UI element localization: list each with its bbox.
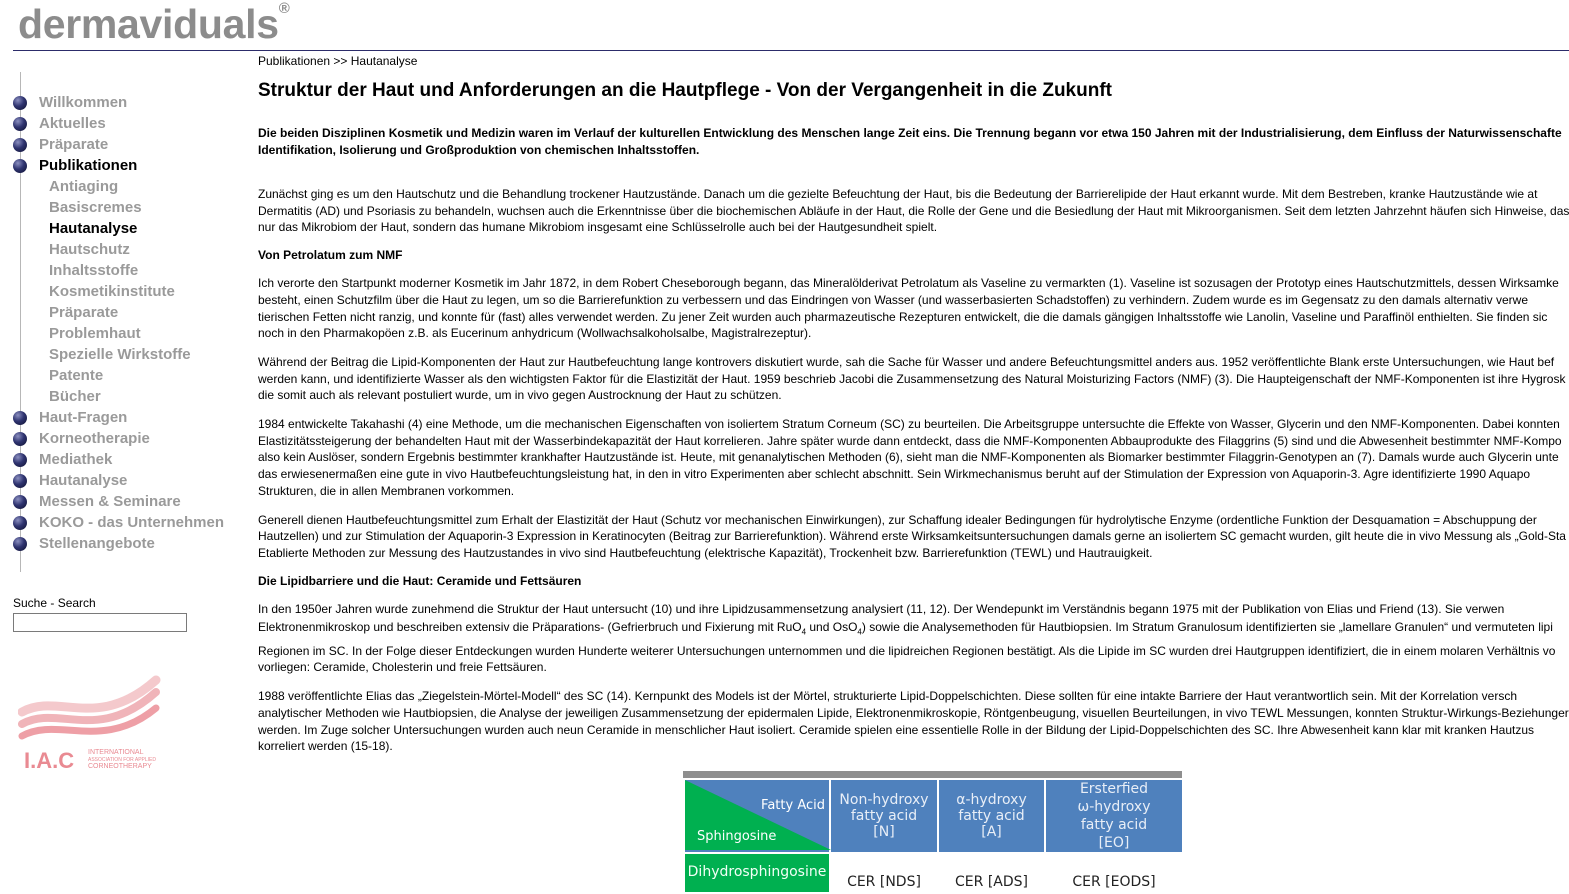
svg-text:Fatty Acid: Fatty Acid	[761, 798, 825, 813]
svg-text:CORNEOTHERAPY: CORNEOTHERAPY	[88, 763, 152, 770]
col-header-omega-hydroxy: Ersterfied ω-hydroxy fatty acid [EO]	[1045, 779, 1183, 853]
paragraph-1: Zunächst ging es um den Hautschutz und die Behandlung trockener Hautzustände. Danach um die gezielte Befeuchtung der Haut, bis die Bedeutung der Barrierelipide der Haut erkannt wurde. Mit dem Bestreben, kranke Hautzustände wie at Dermatitis (AD) und Psoriasis zu behandeln, wuchsen auch die Erkenntnisse über die biochemischen Abläufe in der Haut, die Rolle der Gene und die Besiedlung der Haut mit Mikroorganismen. Seit dem letzten Jahrzehnt häufen sich Hinweise, das nur das Mikrobiom der Haut, sondern das humane Mikrobiom insgesamt eine Schlüsselrolle auch bei der Hautgesundheit spielt.	[258, 187, 1569, 235]
site-logo[interactable]	[18, 0, 290, 47]
bullet-icon	[13, 495, 27, 509]
nav-item-label: Kosmetikinstitute	[49, 283, 175, 300]
registered-mark: ®	[278, 0, 290, 18]
nav-item-label: Stellenangebote	[39, 535, 155, 552]
ceramide-table	[683, 778, 1184, 894]
nav-item-label: KOKO - das Unternehmen	[39, 514, 225, 531]
nav-item-label: Spezielle Wirkstoffe	[49, 346, 191, 363]
sidebar-nav	[13, 92, 248, 554]
corner-diagonal	[685, 780, 831, 850]
nav-item-label: Hautschutz	[49, 241, 130, 258]
nav-item-label: Publikationen	[39, 157, 138, 174]
bullet-icon	[13, 537, 27, 551]
nav-item-präparate[interactable]	[13, 302, 248, 323]
search-input[interactable]	[13, 613, 187, 632]
nav-item-problemhaut[interactable]	[13, 323, 248, 344]
nav-item-hautanalyse[interactable]	[13, 218, 248, 239]
nav-item-patente[interactable]	[13, 365, 248, 386]
col-header-non-hydroxy: Non-hydroxy fatty acid [N]	[830, 779, 938, 853]
breadcrumb[interactable]: Publikationen >> Hautanalyse	[258, 54, 418, 68]
nav-item-präparate[interactable]	[13, 134, 248, 155]
nav-item-kosmetikinstitute[interactable]	[13, 281, 248, 302]
table-corner-cell	[684, 779, 830, 853]
nav-item-label: Korneotherapie	[39, 430, 150, 447]
header-divider	[13, 50, 1569, 51]
ceramide-table-figure	[683, 771, 1182, 894]
nav-item-label: Willkommen	[39, 94, 128, 111]
main-content	[258, 54, 1569, 755]
page-title: Struktur der Haut und Anforderungen an die Hautpflege - Von der Vergangenheit in die Zukunft	[258, 80, 1112, 101]
bullet-icon	[13, 516, 27, 530]
intro-paragraph: Die beiden Disziplinen Kosmetik und Medizin waren im Verlauf der kulturellen Entwicklung des Menschen lange Zeit eins. Die Trennung begann vor etwa 150 Jahren mit der Industrialisierung, dem Einfluss der Naturwissenschafte Identifikation, Isolierung und Großproduktion von chemischen Inhaltsstoffen.	[258, 126, 1562, 157]
nav-item-koko-das-unternehmen[interactable]	[13, 512, 248, 533]
nav-item-aktuelles[interactable]	[13, 113, 248, 134]
nav-item-bücher[interactable]	[13, 386, 248, 407]
nav-item-label: Hautanalyse	[39, 472, 128, 489]
section-heading-petrolatum: Von Petrolatum zum NMF	[258, 248, 403, 263]
nav-item-hautschutz[interactable]	[13, 239, 248, 260]
nav-item-label: Bücher	[49, 388, 101, 405]
paragraph-4: 1984 entwickelte Takahashi (4) eine Methode, um die mechanischen Eigenschaften von isoliertem Stratum Corneum (SC) zu beurteilen. Die Arbeitsgruppe untersuchte die Effekte von Wasser, Glycerin und den NMF-Komponenten. Dabei konnten Elastizitätssteigerung der behandelten Haut mit der Wasserbindekapazität der Haut korrelieren. Jahre später wurde dann entdeckt, dass die NMF-Komponenten Abbauprodukte des Filaggrins (5) sind und die Abwesenheit bestimmter NMF-Kompo also kein Auslöser, sondern Ergebnis bestimmter krankhafter Hautzustände ist. Heute, mit genanalytischen Methoden (6), sieht man die NMF-Komponenten als Biomarker bestimmter Filaggrin-Genotypen an (7). Damals wurde auch Glycerin unte das erwiesenermaßen eine gute in vivo Hautbefeuchtungsleistung hat, in den in vitro Experimenten aber schlecht abschnitt. Sein Wirkmechanismus beruht auf der Stimulation der Expression von Aquaporin-3. Agre identifizierte 1990 Aquapo Strukturen, die in allen Membranen vorkommen.	[258, 417, 1562, 498]
table-cell: CER [EODS]	[1045, 853, 1183, 893]
nav-item-label: Problemhaut	[49, 325, 141, 342]
logo-text: dermaviduals	[18, 1, 279, 47]
paragraph-3: Während der Beitrag die Lipid-Komponenten der Haut zur Hautbefeuchtung lange kontrovers diskutiert wurde, sah die Sache für Wasser und andere Befeuchtungsmittel anders aus. 1952 veröffentlichte Blank erste Untersuchungen, wie Haut bef werden kann, und identifizierte Wasser als den wichtigsten Faktor für die Elastizität der Haut. 1959 beschrieb Jacobi die Zusammensetzung des Natural Moisturizing Factors (NMF) (3). Die Haupteigenschaft der NMF-Komponenten ist ihre Hygrosk die somit auch als relevant postuliert wurde, um in vivo gegen Austrocknung der Haut zu schützen.	[258, 354, 1566, 403]
bullet-icon	[13, 117, 27, 131]
table-cell: CER [NDS]	[830, 853, 938, 893]
nav-item-label: Messen & Seminare	[39, 493, 181, 510]
iac-logo[interactable]	[18, 672, 163, 772]
section-heading-lipidbarriere: Die Lipidbarriere und die Haut: Ceramide und Fettsäuren	[258, 573, 582, 588]
nav-item-messen-seminare[interactable]	[13, 491, 248, 512]
bullet-icon	[13, 453, 27, 467]
nav-item-stellenangebote[interactable]	[13, 533, 248, 554]
nav-item-label: Basiscremes	[49, 199, 142, 216]
nav-item-label: Haut-Fragen	[39, 409, 128, 426]
bullet-icon	[13, 432, 27, 446]
svg-text:ASSOCIATION FOR APPLIED: ASSOCIATION FOR APPLIED	[88, 757, 156, 763]
nav-item-antiaging[interactable]	[13, 176, 248, 197]
svg-text:INTERNATIONAL: INTERNATIONAL	[88, 749, 144, 756]
nav-item-hautanalyse[interactable]	[13, 470, 248, 491]
bullet-icon	[13, 411, 27, 425]
bullet-icon	[13, 96, 27, 110]
bullet-icon	[13, 159, 27, 173]
nav-item-label: Inhaltsstoffe	[49, 262, 139, 279]
nav-item-korneotherapie[interactable]	[13, 428, 248, 449]
bullet-icon	[13, 474, 27, 488]
bullet-icon	[13, 138, 27, 152]
paragraph-7: 1988 veröffentlichte Elias das „Ziegelstein-Mörtel-Modell“ des SC (14). Kernpunkt des Models ist der Mörtel, strukturierte Lipid-Doppelschichten. Diese sollten für eine intakte Barriere der Haut verantwortlich sein. Mit der Korrelation versch analytischer Methoden wie Hautbiopsien, die Analyse der jeweiligen Zusammensetzung der epidermalen Lipide, Elektronenmikroskopie, Röntgenbeugung, visuellen Beurteilungen, in vivo TEWL Messungen, konnten Struktur-Wirkungs-Beziehunger werden. Im Zuge solcher Untersuchungen wurden auch neun Ceramide in menschlicher Haut isoliert. Ceramide spielen eine essentielle Rolle in der Bildung der Lipid-Doppelschichten des SC. Ihre Abwesenheit kann klar mit kranken Hautzus korreliert werden (15-18).	[258, 689, 1569, 754]
nav-item-label: Präparate	[39, 136, 109, 153]
paragraph-6: In den 1950er Jahren wurde zunehmend die Struktur der Haut untersucht (10) und ihre Lipidzusammensetzung analysiert (11, 12). Der Wendepunkt im Verständnis begann 1975 mit der Publikation von Elias und Friend (13). Sie verwen Elektronenmikroskop und beschreiben extensiv die Präparations- (Gefrierbruch und Fixierung mit RuO$_4$ und OsO$_4$) sowie die Analysemethoden für Hautbiopsien. Im Stratum Granulosum identifizierten sie „lamellare Granulen“ und vermuteten lipi Regionen im SC. In der Folge dieser Entdeckungen wurden Hunderte weiterer Untersuchungen unternommen und die lipidreichen Regionen bestätigt. Als die Lipide im SC wurden drei Hautgruppen identifiziert, die in einem molaren Verhältnis vo vorliegen: Ceramide, Cholesterin und freie Fettsäuren.	[258, 601, 1556, 675]
svg-text:Sphingosine: Sphingosine	[697, 829, 777, 844]
nav-item-basiscremes[interactable]	[13, 197, 248, 218]
nav-item-label: Patente	[49, 367, 104, 384]
nav-item-inhaltsstoffe[interactable]	[13, 260, 248, 281]
paragraph-2: Ich verorte den Startpunkt moderner Kosmetik im Jahr 1872, in dem Robert Cheseborough begann, das Mineralölderivat Petrolatum als Vaseline zu vermarkten (1). Vaseline ist sozusagen der Prototyp eines Hautschutzmittels, dessen Wirksamke besteht, einen Schutzfilm über die Haut zu legen, um so die Barrierefunktion zu verbessern und das Eindringen von Wasser (und wasserbasierten Schadstoffen) zu verhindern. Zudem wurde es im Gegensatz zu den damals alternativ verwe tierischen Fetten nicht ranzig, und konnte für (fast) alles verwendet werden. Zu jener Zeit wurden auch pharmazeutische Rezepturen entwickelt, die die damals gängigen Inhaltsstoffe wie Lanolin, Vaseline und Paraffinöl enthielten. Sie finden sic noch in den Pharmakopöen z.B. als Eucerinum anhydricum (Wollwachsalkoholsalbe, Magistralrezeptur).	[258, 276, 1559, 341]
nav-item-publikationen[interactable]	[13, 155, 248, 176]
paragraph-5: Generell dienen Hautbefeuchtungsmittel zum Erhalt der Elastizität der Haut (Schutz vor mechanischen Einwirkungen), zur Schaffung idealer Bedingungen für hydrolytische Enzyme (ordentliche Funktion der Desquamation = Abschuppung der Hautzellen) und zur Stimulation der Aquaporin-3 Expression in Keratinocyten (Beitrag zur Barrierefunktion). Während erste Wirksamkeitsuntersuchungen damals gerne an isoliertem SC gemacht wurden, gilt heute die in vivo Messung als „Gold-Sta Etablierte Methoden zur Messung des Hautzustandes in vivo sind Hautbefeuchtung (elektrische Kapazität), Trockenheit bzw. Barrierefunktion (TEWL) und Hautrauigkeit.	[258, 512, 1566, 560]
nav-item-label: Präparate	[49, 304, 119, 321]
nav-item-mediathek[interactable]	[13, 449, 248, 470]
nav-item-label: Hautanalyse	[49, 220, 138, 237]
row-label-dihydrosphingosine: Dihydrosphingosine	[684, 853, 830, 893]
nav-item-label: Aktuelles	[39, 115, 106, 132]
nav-item-label: Antiaging	[49, 178, 119, 195]
table-cell: CER [ADS]	[938, 853, 1045, 893]
nav-item-haut-fragen[interactable]	[13, 407, 248, 428]
iac-letters: I.A.C	[24, 748, 75, 772]
col-header-alpha-hydroxy: α-hydroxy fatty acid [A]	[938, 779, 1045, 853]
search-label: Suche - Search	[13, 596, 96, 610]
nav-item-label: Mediathek	[39, 451, 113, 468]
nav-item-spezielle-wirkstoffe[interactable]	[13, 344, 248, 365]
nav-item-willkommen[interactable]	[13, 92, 248, 113]
